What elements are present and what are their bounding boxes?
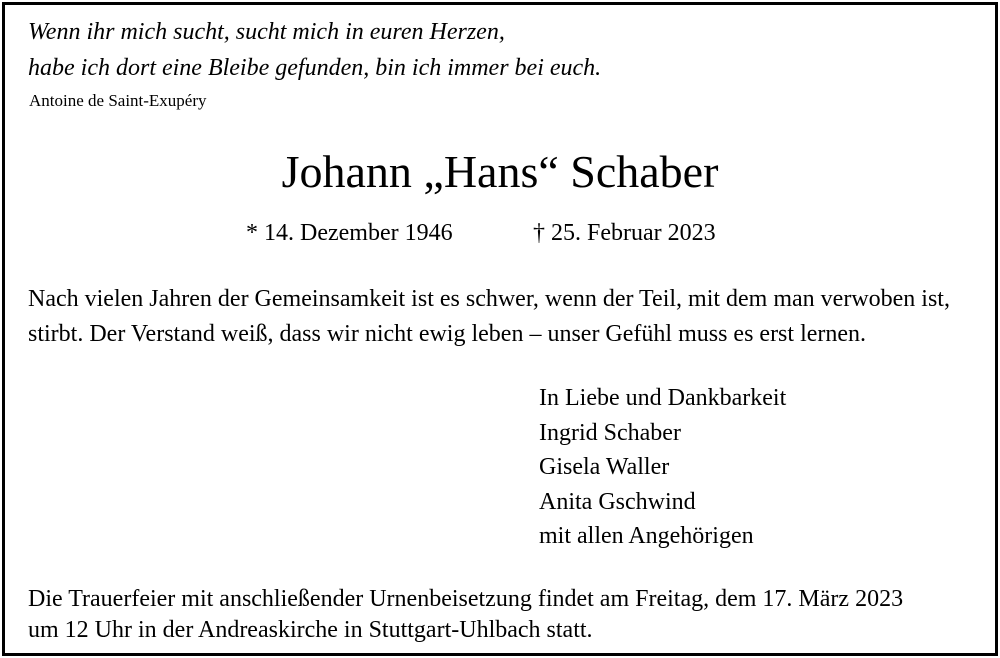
mourner-name: Anita Gschwind: [539, 488, 696, 515]
death-date: † 25. Februar 2023: [533, 220, 716, 246]
deceased-name: Johann „Hans“ Schaber: [281, 146, 719, 197]
mourner-name: Ingrid Schaber: [539, 419, 681, 446]
quote-author: Antoine de Saint-Exupéry: [29, 91, 207, 110]
mourners-closing: mit allen Angehörigen: [539, 523, 754, 549]
memorial-text: Nach vielen Jahren der Gemeinsamkeit ist es schwer, wenn der Teil, mit dem man verwoben ist, stirbt. Der Verstand weiß, dass wir nicht ewig leben – unser Gefühl muss es erst lernen.: [28, 286, 950, 347]
birth-date: * 14. Dezember 1946: [246, 220, 453, 246]
mourners-intro: In Liebe und Dankbarkeit: [539, 385, 787, 411]
quote-line-1: Wenn ihr mich sucht, sucht mich in euren Herzen,: [28, 19, 505, 45]
funeral-info-line-2: um 12 Uhr in der Andreaskirche in Stuttgart-Uhlbach statt.: [28, 617, 593, 643]
mourner-name: Gisela Waller: [539, 454, 670, 480]
funeral-info: [28, 584, 988, 646]
quote-line-2: habe ich dort eine Bleibe gefunden, bin ich immer bei euch.: [28, 55, 602, 81]
funeral-info-line-1: Die Trauerfeier mit anschließender Urnenbeisetzung findet am Freitag, dem 17. März 2023: [28, 586, 904, 612]
mourners-block: [539, 381, 786, 554]
